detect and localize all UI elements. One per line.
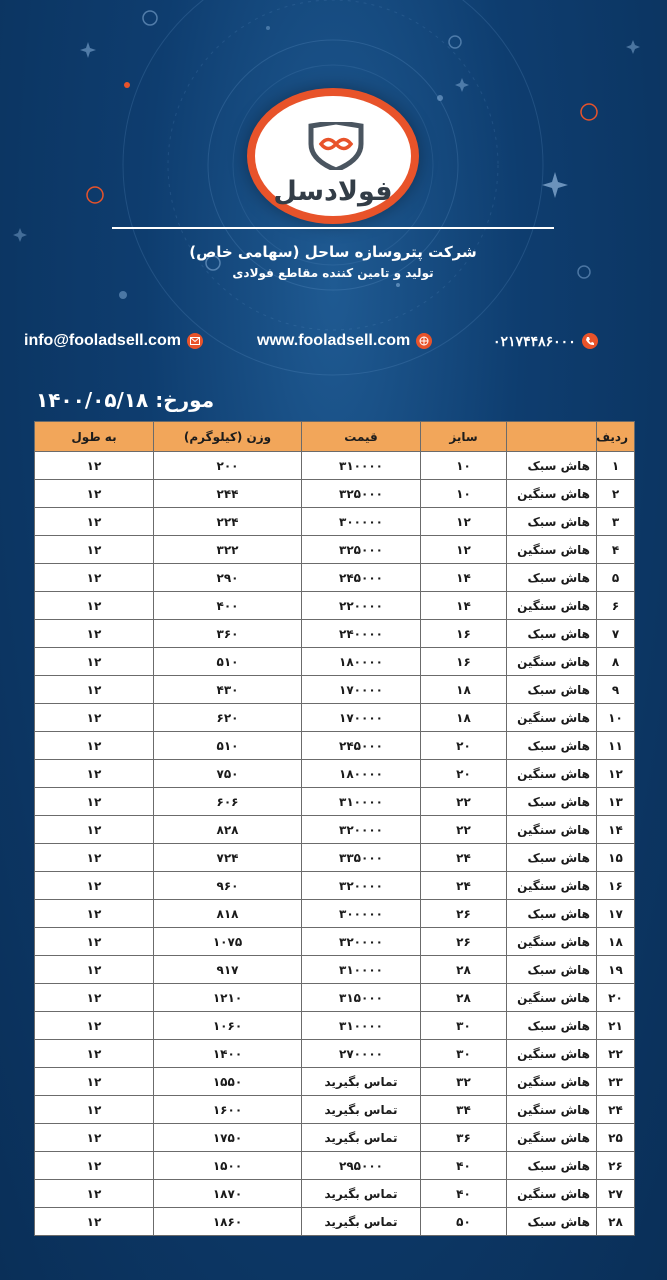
cell-row-number: ۹: [597, 676, 635, 704]
cell-size: ۲۰: [421, 760, 507, 788]
cell-price: ۳۱۰۰۰۰: [302, 1012, 421, 1040]
cell-price: تماس بگیرید: [302, 1096, 421, 1124]
cell-size: ۱۶: [421, 648, 507, 676]
company-logo: [247, 88, 419, 224]
cell-length: ۱۲: [35, 956, 154, 984]
cell-length: ۱۲: [35, 704, 154, 732]
cell-weight: ۱۸۶۰: [154, 1208, 302, 1236]
cell-weight: ۱۵۰۰: [154, 1152, 302, 1180]
cell-row-number: ۳: [597, 508, 635, 536]
cell-weight: ۵۱۰: [154, 648, 302, 676]
cell-size: ۲۴: [421, 844, 507, 872]
cell-row-number: ۲۶: [597, 1152, 635, 1180]
cell-length: ۱۲: [35, 732, 154, 760]
cell-weight: ۱۰۷۵: [154, 928, 302, 956]
cell-row-number: ۱۷: [597, 900, 635, 928]
cell-size: ۴۰: [421, 1180, 507, 1208]
cell-type: هاش سبک: [507, 676, 597, 704]
cell-length: ۱۲: [35, 928, 154, 956]
cell-type: هاش سنگین: [507, 928, 597, 956]
cell-size: ۳۴: [421, 1096, 507, 1124]
cell-row-number: ۱۳: [597, 788, 635, 816]
cell-type: هاش سنگین: [507, 536, 597, 564]
cell-type: هاش سبک: [507, 956, 597, 984]
cell-size: ۱۲: [421, 508, 507, 536]
mail-icon: [187, 333, 203, 349]
cell-weight: ۲۲۴: [154, 508, 302, 536]
header-divider: [112, 227, 554, 229]
cell-type: هاش سبک: [507, 788, 597, 816]
cell-size: ۲۶: [421, 900, 507, 928]
table-row: [35, 788, 635, 816]
cell-type: هاش سبک: [507, 1208, 597, 1236]
cell-size: ۲۰: [421, 732, 507, 760]
cell-type: هاش سنگین: [507, 816, 597, 844]
cell-price: ۳۲۵۰۰۰: [302, 536, 421, 564]
cell-weight: ۶۲۰: [154, 704, 302, 732]
table-row: [35, 1152, 635, 1180]
cell-size: ۱۶: [421, 620, 507, 648]
cell-weight: ۴۰۰: [154, 592, 302, 620]
cell-size: ۳۰: [421, 1040, 507, 1068]
cell-price: تماس بگیرید: [302, 1208, 421, 1236]
column-header-price: قیمت: [302, 422, 421, 452]
email-text[interactable]: info@fooladsell.com: [24, 332, 181, 349]
cell-length: ۱۲: [35, 900, 154, 928]
cell-price: تماس بگیرید: [302, 1180, 421, 1208]
website-text[interactable]: www.fooladsell.com: [257, 332, 411, 349]
cell-size: ۴۰: [421, 1152, 507, 1180]
cell-row-number: ۱۸: [597, 928, 635, 956]
cell-price: ۳۱۰۰۰۰: [302, 788, 421, 816]
cell-price: ۳۳۵۰۰۰: [302, 844, 421, 872]
table-row: [35, 900, 635, 928]
cell-row-number: ۲۳: [597, 1068, 635, 1096]
cell-weight: ۱۲۱۰: [154, 984, 302, 1012]
cell-weight: ۱۷۵۰: [154, 1124, 302, 1152]
cell-row-number: ۵: [597, 564, 635, 592]
cell-type: هاش سبک: [507, 564, 597, 592]
cell-size: ۲۶: [421, 928, 507, 956]
table-row: [35, 984, 635, 1012]
cell-price: ۱۸۰۰۰۰: [302, 648, 421, 676]
cell-price: ۳۰۰۰۰۰: [302, 508, 421, 536]
cell-length: ۱۲: [35, 1208, 154, 1236]
table-row: [35, 844, 635, 872]
cell-length: ۱۲: [35, 872, 154, 900]
cell-weight: ۱۰۶۰: [154, 1012, 302, 1040]
cell-length: ۱۲: [35, 1124, 154, 1152]
logo-inner: [255, 96, 411, 216]
cell-type: هاش سنگین: [507, 984, 597, 1012]
table-row: [35, 1208, 635, 1236]
cell-weight: ۱۵۵۰: [154, 1068, 302, 1096]
column-header-type: [507, 422, 597, 452]
table-row: [35, 704, 635, 732]
table-row: [35, 956, 635, 984]
table-row: [35, 732, 635, 760]
cell-length: ۱۲: [35, 564, 154, 592]
cell-weight: ۷۵۰: [154, 760, 302, 788]
table-row: [35, 1096, 635, 1124]
cell-size: ۲۸: [421, 984, 507, 1012]
cell-weight: ۵۱۰: [154, 732, 302, 760]
cell-length: ۱۲: [35, 452, 154, 480]
cell-length: ۱۲: [35, 816, 154, 844]
cell-size: ۳۶: [421, 1124, 507, 1152]
cell-length: ۱۲: [35, 1152, 154, 1180]
cell-size: ۱۲: [421, 536, 507, 564]
cell-type: هاش سنگین: [507, 1096, 597, 1124]
cell-price: ۱۷۰۰۰۰: [302, 676, 421, 704]
table-row: [35, 1180, 635, 1208]
cell-weight: ۳۶۰: [154, 620, 302, 648]
cell-weight: ۱۸۷۰: [154, 1180, 302, 1208]
table-row: [35, 1012, 635, 1040]
cell-weight: ۷۲۴: [154, 844, 302, 872]
contact-website[interactable]: [257, 330, 432, 352]
cell-row-number: ۱۴: [597, 816, 635, 844]
cell-type: هاش سنگین: [507, 704, 597, 732]
cell-row-number: ۱۹: [597, 956, 635, 984]
cell-row-number: ۱۶: [597, 872, 635, 900]
cell-price: ۳۱۰۰۰۰: [302, 956, 421, 984]
cell-type: هاش سنگین: [507, 1040, 597, 1068]
cell-price: تماس بگیرید: [302, 1124, 421, 1152]
cell-type: هاش سنگین: [507, 1124, 597, 1152]
table-row: [35, 1124, 635, 1152]
cell-type: هاش سبک: [507, 732, 597, 760]
cell-size: ۲۴: [421, 872, 507, 900]
cell-price: ۱۷۰۰۰۰: [302, 704, 421, 732]
cell-size: ۱۰: [421, 452, 507, 480]
cell-price: ۳۲۰۰۰۰: [302, 928, 421, 956]
cell-length: ۱۲: [35, 508, 154, 536]
cell-weight: ۲۰۰: [154, 452, 302, 480]
cell-row-number: ۲۴: [597, 1096, 635, 1124]
cell-type: هاش سنگین: [507, 760, 597, 788]
cell-weight: ۶۰۶: [154, 788, 302, 816]
cell-weight: ۱۶۰۰: [154, 1096, 302, 1124]
cell-row-number: ۱: [597, 452, 635, 480]
column-header-size: سایز: [421, 422, 507, 452]
cell-weight: ۸۱۸: [154, 900, 302, 928]
cell-price: ۳۱۰۰۰۰: [302, 452, 421, 480]
logo-text: فولادسل: [273, 176, 393, 207]
table-header-row: [35, 422, 635, 452]
cell-row-number: ۴: [597, 536, 635, 564]
cell-row-number: ۱۵: [597, 844, 635, 872]
table-row: [35, 1068, 635, 1096]
cell-row-number: ۱۱: [597, 732, 635, 760]
cell-length: ۱۲: [35, 760, 154, 788]
table-row: [35, 480, 635, 508]
table-row: [35, 816, 635, 844]
cell-size: ۳۲: [421, 1068, 507, 1096]
cell-type: هاش سبک: [507, 900, 597, 928]
cell-row-number: ۲۲: [597, 1040, 635, 1068]
table-row: [35, 928, 635, 956]
company-slogan: تولید و تامین کننده مقاطع فولادی: [232, 266, 434, 280]
cell-type: هاش سنگین: [507, 1180, 597, 1208]
cell-length: ۱۲: [35, 1012, 154, 1040]
table-row: [35, 536, 635, 564]
cell-type: هاش سنگین: [507, 1068, 597, 1096]
table-row: [35, 620, 635, 648]
cell-type: هاش سنگین: [507, 872, 597, 900]
cell-row-number: ۷: [597, 620, 635, 648]
cell-weight: ۹۶۰: [154, 872, 302, 900]
globe-icon: [416, 333, 432, 349]
cell-size: ۱۸: [421, 676, 507, 704]
cell-price: ۳۲۵۰۰۰: [302, 480, 421, 508]
cell-length: ۱۲: [35, 1040, 154, 1068]
cell-price: ۱۸۰۰۰۰: [302, 760, 421, 788]
cell-price: ۳۰۰۰۰۰: [302, 900, 421, 928]
cell-length: ۱۲: [35, 984, 154, 1012]
cell-price: ۳۱۵۰۰۰: [302, 984, 421, 1012]
cell-row-number: ۲: [597, 480, 635, 508]
cell-length: ۱۲: [35, 592, 154, 620]
cell-weight: ۱۴۰۰: [154, 1040, 302, 1068]
cell-price: ۲۴۰۰۰۰: [302, 620, 421, 648]
cell-length: ۱۲: [35, 1096, 154, 1124]
cell-price: ۲۴۵۰۰۰: [302, 732, 421, 760]
cell-row-number: ۱۰: [597, 704, 635, 732]
cell-weight: ۴۳۰: [154, 676, 302, 704]
cell-length: ۱۲: [35, 648, 154, 676]
cell-size: ۱۸: [421, 704, 507, 732]
cell-type: هاش سبک: [507, 452, 597, 480]
cell-price: ۲۷۰۰۰۰: [302, 1040, 421, 1068]
column-header-weight: وزن (کیلوگرم): [154, 422, 302, 452]
cell-weight: ۲۴۴: [154, 480, 302, 508]
cell-weight: ۲۹۰: [154, 564, 302, 592]
cell-length: ۱۲: [35, 1068, 154, 1096]
cell-length: ۱۲: [35, 676, 154, 704]
phone-icon: [582, 333, 598, 349]
cell-row-number: ۸: [597, 648, 635, 676]
cell-price: تماس بگیرید: [302, 1068, 421, 1096]
cell-size: ۱۴: [421, 564, 507, 592]
cell-size: ۱۴: [421, 592, 507, 620]
cell-price: ۲۲۰۰۰۰: [302, 592, 421, 620]
company-name: شرکت پتروسازه ساحل (سهامی خاص): [189, 243, 477, 261]
column-header-row-number: ردیف: [597, 422, 635, 452]
cell-type: هاش سنگین: [507, 592, 597, 620]
contact-phone[interactable]: [493, 330, 598, 352]
cell-weight: ۳۲۲: [154, 536, 302, 564]
cell-type: هاش سبک: [507, 844, 597, 872]
cell-type: هاش سنگین: [507, 648, 597, 676]
cell-row-number: ۲۵: [597, 1124, 635, 1152]
cell-size: ۳۰: [421, 1012, 507, 1040]
cell-weight: ۸۲۸: [154, 816, 302, 844]
cell-type: هاش سبک: [507, 508, 597, 536]
cell-type: هاش سبک: [507, 620, 597, 648]
cell-type: هاش سنگین: [507, 480, 597, 508]
cell-length: ۱۲: [35, 844, 154, 872]
table-row: [35, 592, 635, 620]
table-row: [35, 648, 635, 676]
cell-price: ۲۹۵۰۰۰: [302, 1152, 421, 1180]
cell-price: ۳۲۰۰۰۰: [302, 872, 421, 900]
cell-size: ۱۰: [421, 480, 507, 508]
phone-text[interactable]: ۰۲۱۷۴۴۸۶۰۰۰: [493, 332, 576, 349]
cell-length: ۱۲: [35, 620, 154, 648]
shield-icon: [307, 122, 365, 170]
cell-type: هاش سبک: [507, 1012, 597, 1040]
table-row: [35, 452, 635, 480]
table-body: [35, 452, 635, 1236]
cell-size: ۵۰: [421, 1208, 507, 1236]
contact-email[interactable]: [24, 330, 203, 352]
cell-row-number: ۶: [597, 592, 635, 620]
date-line: مورخ: ۱۴۰۰/۰۵/۱۸: [36, 388, 215, 412]
cell-row-number: ۲۰: [597, 984, 635, 1012]
cell-size: ۲۸: [421, 956, 507, 984]
price-table: [34, 421, 635, 1236]
cell-length: ۱۲: [35, 788, 154, 816]
cell-price: ۳۲۰۰۰۰: [302, 816, 421, 844]
table-row: [35, 760, 635, 788]
cell-length: ۱۲: [35, 1180, 154, 1208]
cell-weight: ۹۱۷: [154, 956, 302, 984]
cell-size: ۲۲: [421, 816, 507, 844]
table-row: [35, 676, 635, 704]
cell-row-number: ۱۲: [597, 760, 635, 788]
table-row: [35, 564, 635, 592]
cell-price: ۲۴۵۰۰۰: [302, 564, 421, 592]
cell-row-number: ۲۸: [597, 1208, 635, 1236]
cell-size: ۲۲: [421, 788, 507, 816]
table-row: [35, 508, 635, 536]
table-row: [35, 872, 635, 900]
cell-type: هاش سبک: [507, 1152, 597, 1180]
cell-length: ۱۲: [35, 536, 154, 564]
cell-row-number: ۲۱: [597, 1012, 635, 1040]
column-header-length: به طول: [35, 422, 154, 452]
cell-row-number: ۲۷: [597, 1180, 635, 1208]
table-row: [35, 1040, 635, 1068]
cell-length: ۱۲: [35, 480, 154, 508]
